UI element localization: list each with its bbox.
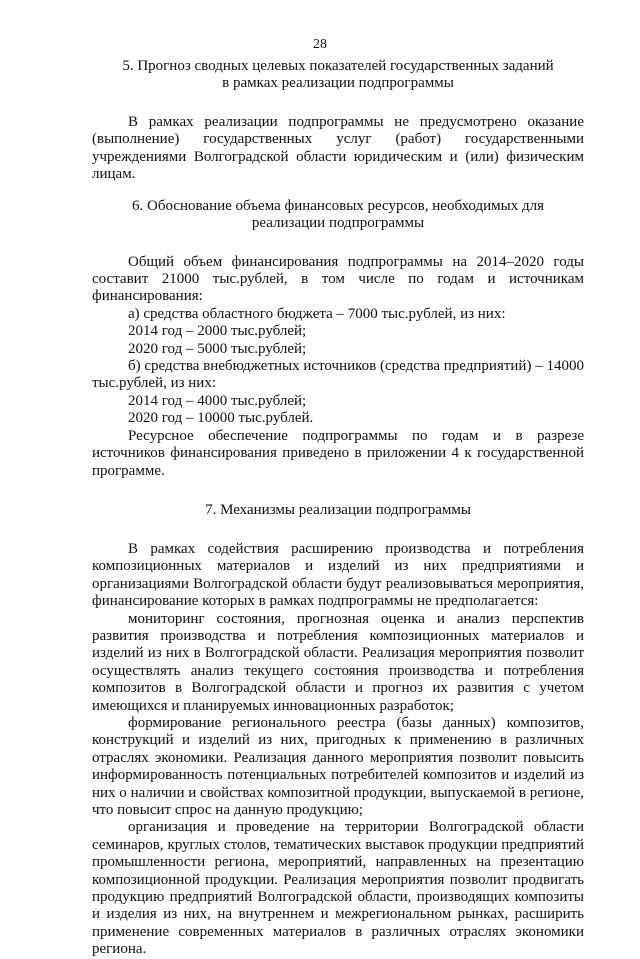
section-5-paragraph: В рамках реализации подпрограммы не предусмотрено оказание (выполнение) государственных услуг (работ) государственными учреждениями Волгоградской области юридическим и (или) физическим лицам. xyxy=(92,114,584,183)
section-7-paragraph-intro: В рамках содействия расширению производства и потребления композиционных материалов и изделий из них предприятиями и организациями Волгоградской области будут реализовываться мероприятия, финансирование которых в рамках подпрограммы не предполагается: xyxy=(92,540,584,610)
section-6-item-b-2020: 2020 год – 10000 тыс.рублей. xyxy=(128,410,314,427)
section-7-paragraph-monitoring: мониторинг состояния, прогнозная оценка и анализ перспектив развития производства и потребления композиционных материалов и изделий из них в Волгоградской области. Реализация мероприятия позволит осуществлять анализ текущего состояния производства и потребления композитов в Волгоградской области и прогноз их развития с учетом имеющихся и планируемых инновационных разработок; xyxy=(92,610,584,714)
section-7-paragraph-registry: формирование регионального реестра (базы данных) композитов, конструкций и изделий из них, пригодных к применению в различных отраслях экономики. Реализация данного мероприятия позволит повысить информированность потенциальных потребителей композитов и изделий из них о наличии и свойствах композитной продукции, выпускаемой в регионе, что повысит спрос на данную продукцию; xyxy=(92,714,584,818)
section-6-heading-line-1: 6. Обоснование объема финансовых ресурсов, необходимых для xyxy=(132,197,544,214)
section-6-item-a-2014: 2014 год – 2000 тыс.рублей; xyxy=(128,323,307,340)
section-6-heading-line-2: реализации подпрограммы xyxy=(251,214,425,231)
section-5-heading-line-1: 5. Прогноз сводных целевых показателей государственных заданий xyxy=(122,58,554,74)
section-6-item-a: а) средства областного бюджета – 7000 тыс.рублей, из них: xyxy=(128,305,506,322)
section-6-item-b-2014: 2014 год – 4000 тыс.рублей; xyxy=(128,392,307,409)
section-7-heading: 7. Механизмы реализации подпрограммы xyxy=(205,501,471,518)
section-6-item-a-2020: 2020 год – 5000 тыс.рублей; xyxy=(128,340,307,357)
page-number: 28 xyxy=(313,37,327,52)
section-7-paragraph-events: организация и проведение на территории Волгоградской области семинаров, круглых столов, тематических выставок продукции предприятий промышленности региона, мероприятий, направленных на презентацию композиционной продукции. Реализация мероприятия позволит продвигать продукцию предприятий Волгоградской области, производящих композиты и изделия из них, на внутреннем и межрегиональном рынках, расширить применение современных материалов в различных отраслях экономики региона. xyxy=(92,819,584,958)
section-5-heading-line-2: в рамках реализации подпрограммы xyxy=(222,75,454,91)
section-6-item-b: б) средства внебюджетных источников (средства предприятий) – 14000 тыс.рублей, из них: xyxy=(92,358,584,392)
section-6-paragraph-total: Общий объем финансирования подпрограммы на 2014–2020 годы составит 21000 тыс.рублей, в том числе по годам и источникам финансирования: xyxy=(92,253,584,305)
section-6-paragraph-resources: Ресурсное обеспечение подпрограммы по годам и в разрезе источников финансирования приведено в приложении 4 к государственной программе. xyxy=(92,427,584,479)
